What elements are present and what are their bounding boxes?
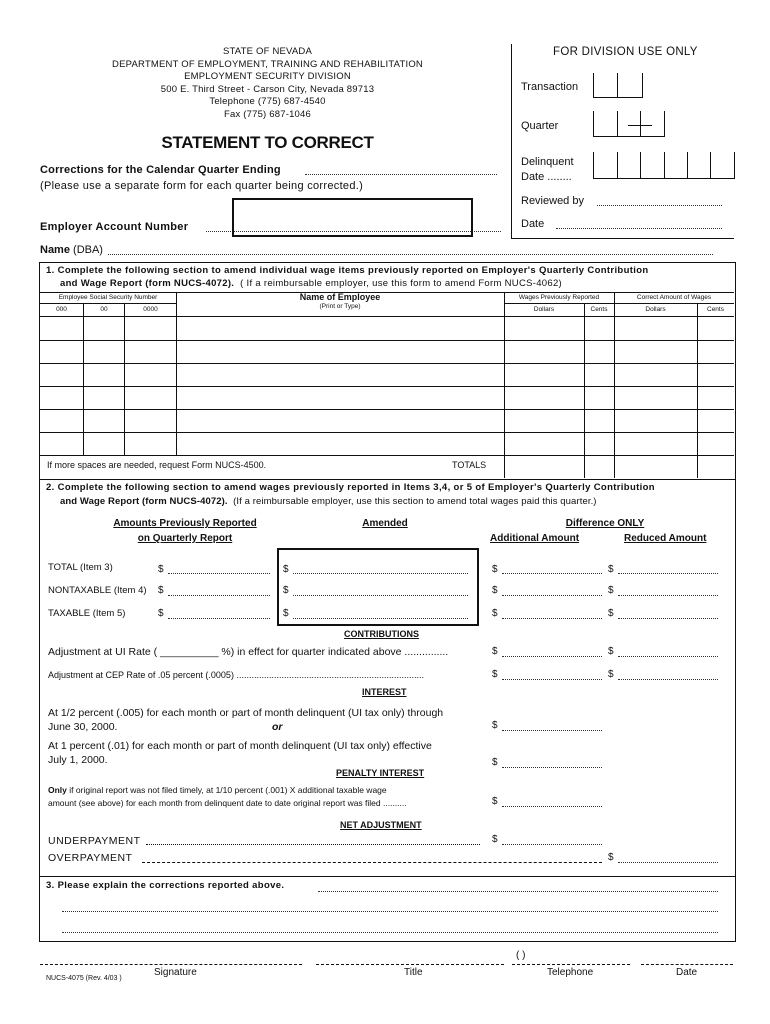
dollar-sign: $: [492, 834, 498, 845]
separate-form-note: (Please use a separate form for each quarter being corrected.): [40, 180, 364, 192]
delinquent-date-label: Delinquent Date ........: [521, 156, 574, 183]
taxable-red-field[interactable]: [618, 618, 718, 619]
penalty-label: Only if original report was not filed timely, at 1/10 percent (.001) X additional taxable wage: [48, 785, 387, 795]
dollar-sign: $: [492, 669, 498, 680]
wage-row[interactable]: [40, 433, 734, 455]
dollar-sign: $: [608, 564, 614, 575]
adj-ui-red-field[interactable]: [618, 656, 718, 657]
adj-ui-label: Adjustment at UI Rate ( __________ %) in effect for quarter indicated above ...............: [48, 646, 449, 658]
dollar-sign: $: [283, 608, 289, 619]
net-adjustment-heading: NET ADJUSTMENT: [340, 820, 422, 830]
correct-dollars-header: Dollars: [645, 306, 666, 313]
nontaxable-label: NONTAXABLE (Item 4): [48, 585, 147, 596]
col-prev-header: Amounts Previously Reported: [113, 518, 257, 529]
interest-2-label-2: July 1, 2000.: [48, 754, 108, 766]
name-dba-label: Name (DBA): [40, 244, 103, 256]
col-red-header: Reduced Amount: [624, 533, 707, 544]
quarter-label: Quarter: [521, 120, 559, 132]
dollar-sign: $: [492, 646, 498, 657]
explanation-line[interactable]: [318, 891, 718, 892]
signature-label: Signature: [154, 967, 197, 978]
overpayment-field[interactable]: [618, 862, 718, 863]
division-box-title: FOR DIVISION USE ONLY: [553, 46, 698, 58]
total-red-field[interactable]: [618, 573, 718, 574]
explanation-line[interactable]: [62, 911, 718, 912]
col-add-header: Additional Amount: [490, 533, 580, 544]
header-line: Fax (775) 687-1046: [223, 108, 312, 120]
correct-cents-header: Cents: [707, 306, 724, 313]
interest-1-label-2: June 30, 2000.: [48, 721, 118, 733]
contributions-heading: CONTRIBUTIONS: [344, 629, 419, 639]
totals-row[interactable]: [505, 456, 734, 478]
adj-cep-label: Adjustment at CEP Rate of .05 percent (.0005) ...........................................................................: [48, 670, 424, 680]
name-dba-field[interactable]: [108, 254, 713, 255]
taxable-prev-field[interactable]: [168, 618, 270, 619]
total-amended-field[interactable]: [293, 573, 468, 574]
section-1-heading: 1. Complete the following section to amend individual wage items previously reported on Employer's Quarterly Contribution: [46, 265, 649, 276]
telephone-label: Telephone: [547, 967, 594, 978]
or-label: or: [272, 721, 283, 733]
date-line[interactable]: [641, 964, 733, 965]
interest-2-field[interactable]: [502, 767, 602, 768]
transaction-label: Transaction: [521, 81, 579, 93]
underpayment-field[interactable]: [502, 844, 602, 845]
penalty-label-2: amount (see above) for each month from delinquent date to date original report was filed ..........: [48, 798, 407, 808]
taxable-label: TAXABLE (Item 5): [48, 608, 126, 619]
dollar-sign: $: [158, 585, 164, 596]
quarter-ending-field[interactable]: [305, 174, 497, 175]
telephone-line[interactable]: [512, 964, 630, 965]
prev-cents-header: Cents: [590, 306, 608, 313]
interest-1-label: At 1/2 percent (.005) for each month or part of month delinquent (UI tax only) through: [48, 707, 444, 719]
penalty-field[interactable]: [502, 806, 602, 807]
dollar-sign: $: [492, 720, 498, 731]
dollar-sign: $: [283, 585, 289, 596]
col-prev-header-2: on Quarterly Report: [137, 533, 233, 544]
total-add-field[interactable]: [502, 573, 602, 574]
adj-ui-add-field[interactable]: [502, 656, 602, 657]
dollar-sign: $: [608, 669, 614, 680]
ssn-col-3: 0000: [143, 306, 158, 313]
header-line: Telephone (775) 687-4540: [209, 96, 326, 107]
dollar-sign: $: [158, 608, 164, 619]
total-prev-field[interactable]: [168, 573, 270, 574]
dollar-sign: $: [608, 585, 614, 596]
amended-box: [277, 548, 479, 626]
dollar-sign: $: [492, 608, 498, 619]
adj-cep-red-field[interactable]: [618, 679, 718, 680]
dollar-sign: $: [492, 564, 498, 575]
page-title: STATEMENT TO CORRECT: [161, 133, 374, 152]
division-date-field[interactable]: [556, 228, 722, 229]
date-label: Date: [676, 967, 698, 978]
overpayment-label: OVERPAYMENT: [48, 852, 133, 864]
transaction-field[interactable]: [593, 73, 643, 98]
nontaxable-prev-field[interactable]: [168, 595, 270, 596]
reviewed-by-label: Reviewed by: [521, 195, 584, 207]
header-line: DEPARTMENT OF EMPLOYMENT, TRAINING AND REHABILITATION: [112, 58, 423, 70]
wage-row[interactable]: [40, 341, 734, 363]
ssn-header: Employee Social Security Number: [58, 294, 158, 301]
division-date-label: Date: [521, 218, 545, 230]
col-amended-header: Amended: [362, 518, 408, 529]
taxable-amended-field[interactable]: [293, 618, 468, 619]
employer-account-label: Employer Account Number: [40, 221, 189, 233]
dollar-sign: $: [492, 757, 498, 768]
section-1-heading-2: and Wage Report (form NUCS-4072). ( If a reimbursable employer, use this form to amend Form NUCS-4062): [60, 278, 562, 289]
reviewed-by-field[interactable]: [597, 205, 722, 206]
penalty-heading: PENALTY INTEREST: [336, 768, 425, 778]
title-label: Title: [404, 967, 423, 978]
ssn-col-1: 000: [56, 306, 67, 313]
dollar-sign: $: [608, 646, 614, 657]
nontaxable-add-field[interactable]: [502, 595, 602, 596]
nontaxable-amended-field[interactable]: [293, 595, 468, 596]
dollar-sign: $: [492, 585, 498, 596]
dollar-sign: $: [283, 564, 289, 575]
section-3-heading: 3. Please explain the corrections reported above.: [46, 880, 285, 891]
prev-wages-header: Wages Previously Reported: [518, 294, 600, 301]
taxable-add-field[interactable]: [502, 618, 602, 619]
interest-2-label: At 1 percent (.01) for each month or part of month delinquent (UI tax only) effective: [48, 740, 432, 752]
wage-row[interactable]: [40, 387, 734, 409]
nontaxable-red-field[interactable]: [618, 595, 718, 596]
correct-wages-header: Correct Amount of Wages: [636, 294, 712, 301]
ssn-col-2: 00: [100, 306, 108, 313]
delinquent-date-field[interactable]: [593, 152, 735, 179]
prev-dollars-header: Dollars: [533, 306, 555, 313]
form-number: NUCS-4075 (Rev. 4/03 ): [46, 975, 122, 982]
overpayment-leader: [142, 862, 602, 863]
totals-label: TOTALS: [452, 460, 487, 470]
division-box-border: [511, 238, 734, 239]
section-2-heading: 2. Complete the following section to amend wages previously reported in Items 3,4, or 5 of Employer's Quarterly Contribution: [46, 482, 655, 493]
header-line: 500 E. Third Street - Carson City, Nevada 89713: [160, 83, 375, 95]
explanation-line[interactable]: [62, 932, 718, 933]
phone-parens: ( ): [516, 950, 526, 961]
header-line: EMPLOYMENT SECURITY DIVISION: [184, 71, 351, 82]
wage-row[interactable]: [40, 364, 734, 386]
section-2-heading-2: and Wage Report (form NUCS-4072). (If a reimbursable employer, use this section to amend total wages paid this quarter.): [60, 496, 597, 507]
corrections-quarter-label: Corrections for the Calendar Quarter Ending: [40, 164, 281, 176]
interest-1-field[interactable]: [502, 730, 602, 731]
underpayment-leader: [146, 844, 480, 845]
employee-name-header: Name of Employee: [299, 292, 381, 302]
underpayment-label: UNDERPAYMENT: [48, 835, 141, 847]
wage-row[interactable]: [40, 317, 734, 340]
quarter-field[interactable]: [593, 111, 665, 137]
dollar-sign: $: [492, 796, 498, 807]
dollar-sign: $: [608, 852, 614, 863]
employee-name-sub: (Print or Type): [319, 303, 361, 310]
col-diff-header: Difference ONLY: [565, 518, 645, 529]
interest-heading: INTEREST: [362, 687, 407, 697]
dollar-sign: $: [608, 608, 614, 619]
agency-header: [90, 46, 445, 121]
division-box-border: [511, 44, 512, 239]
total-label: TOTAL (Item 3): [48, 562, 113, 573]
dollar-sign: $: [158, 564, 164, 575]
title-line[interactable]: [316, 964, 504, 965]
adj-cep-add-field[interactable]: [502, 679, 602, 680]
header-line: STATE OF NEVADA: [222, 46, 313, 57]
more-spaces-note: If more spaces are needed, request Form NUCS-4500.: [47, 460, 267, 470]
signature-line[interactable]: [40, 964, 302, 965]
wage-row[interactable]: [40, 410, 734, 432]
employer-account-field[interactable]: [232, 198, 473, 237]
